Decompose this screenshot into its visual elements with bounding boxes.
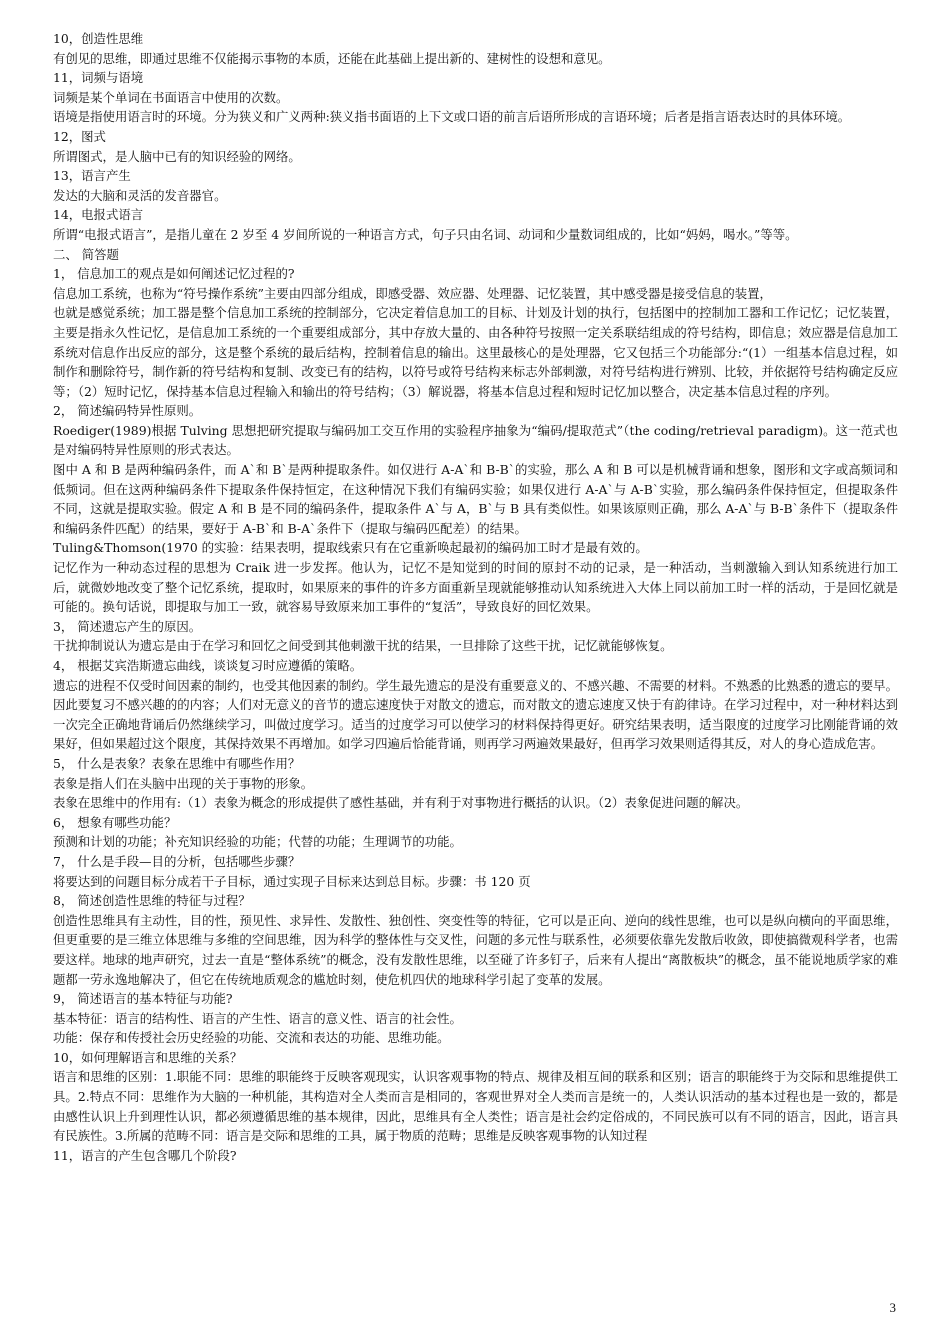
text-line: 语境是指使用语言时的环境。分为狭义和广义两种:狭义指书面语的上下文或口语的前言后语所形成的言语环境；后者是指言语表达时的具体环境。 xyxy=(53,109,851,125)
text-line: 7， 什么是手段—目的分析，包括哪些步骤？ xyxy=(53,853,301,869)
text-line: 10，创造性思维 xyxy=(53,31,144,46)
text-line: 基本特征：语言的结构性、语言的产生性、语言的意义性、语言的社会性。 xyxy=(53,1010,462,1026)
text-line: Roediger(1989)根据 Tulving 思想把研究提取与编码加工交互作用的实验程序抽象为“编码/提取范式”（the coding/retrieval paradigm)。这一范式也是对编码特异性原则的形式表达。 xyxy=(53,422,898,458)
text-line: 3， 简述遗忘产生的原因。 xyxy=(53,618,202,634)
text-line: 图中 A 和 B 是两种编码条件，而 A`和 B`是两种提取条件。如仅进行 A-A`和 B-B`的实验，那么 A 和 B 可以是机械背诵和想象，图形和文字或高频词和低频词。但在这两种编码条件下提取条件保持恒定，在这种情况下我们有编码实验；如果仅进行 A-A`与 A-B`实验，那么编码条件保持恒定，但提取条件不同，这就是提取实验。假定 A 和 B 是不同的编码条件，提取条件 A`与 A，B`与 B 具有类似性。如果该原则正确，那么 A-A`与 B-B`条件下（提取条件和编码条件匹配）的结果，要好于 A-B`和 B-A`条件下（提取与编码匹配差）的结果。 xyxy=(53,462,898,536)
text-line: 创造性思维具有主动性，目的性，预见性、求异性、发散性、独创性、突变性等的特征，它可以是正向、逆向的线性思维，也可以是纵向横向的平面思维，但更重要的是三维立体思维与多维的空间思维，因为科学的整体性与交叉性，问题的多元性与联系性，必须要依靠先发散后收敛，即使搞微观科学者，也需要这样。地球的地声研究，过去一直是“整体系统”的概念，没有发散性思维，以至碰了许多钉子，后来有人提出“离散板块”的概念，虽不能说地质学家的难题都一劳永逸地解决了，但它在传统地质观念的尴尬时刻，使危机四伏的地球科学引起了变革的发展。 xyxy=(53,912,898,987)
text-line: 干扰抑制说认为遗忘是由于在学习和回忆之间受到其他刺激干扰的结果，一旦排除了这些干扰，记忆就能够恢复。 xyxy=(53,638,673,654)
text-line: 记忆作为一种动态过程的思想为 Craik 进一步发挥。他认为，记忆不是知觉到的时间的原封不动的记录，是一种活动，当刺激输入到认知系统进行加工后，就微妙地改变了整个记忆系统，提取时，如果原来的事件的许多方面重新呈现就能够推动认知系统进入大体上同以前加工时一样的活动，于是回忆就是可能的。换句话说，即提取与加工一致，就容易导致原来加工事件的“复活”，导致良好的回忆效果。 xyxy=(53,560,898,615)
text-line: 有创见的思维，即通过思维不仅能揭示事物的本质，还能在此基础上提出新的、建树性的设想和意见。 xyxy=(53,50,611,66)
text-line: 信息加工系统，也称为“符号操作系统”主要由四部分组成，即感受器、效应器、处理器、记忆装置，其中感受器是接受信息的装置， xyxy=(53,285,772,301)
text-line: 1， 信息加工的观点是如何阐述记忆过程的? xyxy=(53,266,295,282)
text-line: 二、 简答题 xyxy=(53,246,119,262)
text-line: 11，词频与语境 xyxy=(53,70,144,86)
text-line: 14，电报式语言 xyxy=(53,207,144,223)
text-line: 词频是某个单词在书面语言中使用的次数。 xyxy=(53,89,289,105)
page-number: 3 xyxy=(889,1300,896,1315)
text-line: 也就是感觉系统；加工器是整个信息加工系统的控制部分，它决定着信息加工的目标、计划及计划的执行，包括图中的控制加工器和工作记忆；记忆装置，主要是指永久性记忆，是信息加工系统的一个重要组成部分，其中存放大量的、由各种符号按照一定关系联结组成的符号结构，即信息；效应器是信息加工系统对信息作出反应的部分，这是整个系统的最后结构，控制着信息的输出。这里最核心的是处理器，它又包括三个功能部分:“(1）一组基本信息过程，如制作和删除符号，制作新的符号结构和复制、改变已有的结构，以符号或符号结构来标志外部刺激，对符号结构进行辨别、比较，并依据符号结构确定反应等；（2）短时记忆，保持基本信息过程输入和输出的符号结构；（3）解说器，将基本信息过程和短时记忆加以整合，决定基本信息过程的序列。 xyxy=(53,305,898,399)
text-line: 8， 简述创造性思维的特征与过程？ xyxy=(53,893,251,909)
text-line: 2， 简述编码特异性原则。 xyxy=(53,403,202,419)
text-line: 功能：保存和传授社会历史经验的功能、交流和表达的功能、思维功能。 xyxy=(53,1030,450,1046)
text-line: 9， 简述语言的基本特征与功能? xyxy=(53,991,233,1007)
text-line: 表象是指人们在头脑中出现的关于事物的形象。 xyxy=(53,775,314,791)
text-line: 将要达到的问题目标分成若干子目标，通过实现子目标来达到总目标。步骤：书 120 页 xyxy=(53,873,531,889)
text-line: 11，语言的产生包含哪几个阶段? xyxy=(53,1147,237,1163)
text-line: 13，语言产生 xyxy=(53,168,131,184)
text-line: 6， 想象有哪些功能？ xyxy=(53,814,177,830)
document-body xyxy=(53,29,898,1165)
text-line: 预测和计划的功能；补充知识经验的功能；代替的功能；生理调节的功能。 xyxy=(53,834,462,850)
text-line: 所谓“电报式语言”，是指儿童在 2 岁至 4 岁间所说的一种语言方式，句子只由名词、动词和少量数词组成的，比如“妈妈，喝水。”等等。 xyxy=(53,226,798,242)
text-line: 所谓图式，是人脑中已有的知识经验的网络。 xyxy=(53,148,301,164)
text-line: 5， 什么是表象？表象在思维中有哪些作用？ xyxy=(53,755,301,771)
text-line: 表象在思维中的作用有:（1）表象为概念的形成提供了感性基础，并有利于对事物进行概括的认识。（2）表象促进问题的解决。 xyxy=(53,795,749,811)
text-line: Tuling&Thomson(1970 的实验：结果表明，提取线索只有在它重新唤起最初的编码加工时才是最有效的。 xyxy=(53,540,648,556)
text-line: 语言和思维的区别：1.职能不同：思维的职能终于反映客观现实，认识客观事物的特点、规律及相互间的联系和区别；语言的职能终于为交际和思维提供工具。2.特点不同：思维作为大脑的一种机能，其构造对全人类而言是相同的，客观世界对全人类而言是统一的，人类认识活动的基本过程也是一致的，都是由感性认识上升到理性认识，都必须遵循思维的基本规律，因此，思维具有全人类性；语言是社会约定俗成的，不同民族可以有不同的语言，因此，语言具有民族性。3.所属的范畴不同：语言是交际和思维的工具，属于物质的范畴；思维是反映客观事物的认知过程 xyxy=(53,1069,898,1144)
text-line: 遗忘的进程不仅受时间因素的制约，也受其他因素的制约。学生最先遗忘的是没有重要意义的、不感兴趣、不需要的材料。不熟悉的比熟悉的遗忘的要早。因此要复习不感兴趣的的内容；人们对无意义的音节的遗忘速度快于对散文的遗忘，而对散文的遗忘速度又快于有韵律诗。在学习过程中，对一种材料达到一次完全正确地背诵后仍然继续学习，叫做过度学习。适当的过度学习可以使学习的材料保持得更好。研究结果表明，适当限度的过度学习比刚能背诵的效果好，但如果超过这个限度，其保持效果不再增加。如学习四遍后恰能背诵，则再学习两遍效果最好，但再学习效果则适得其反，对人的身心造成危害。 xyxy=(53,677,898,752)
text-line: 10，如何理解语言和思维的关系？ xyxy=(53,1049,243,1065)
text-line: 发达的大脑和灵活的发音器官。 xyxy=(53,187,227,203)
text-line: 12，图式 xyxy=(53,128,106,144)
text-line: 4， 根据艾宾浩斯遗忘曲线，谈谈复习时应遵循的策略。 xyxy=(53,658,363,673)
